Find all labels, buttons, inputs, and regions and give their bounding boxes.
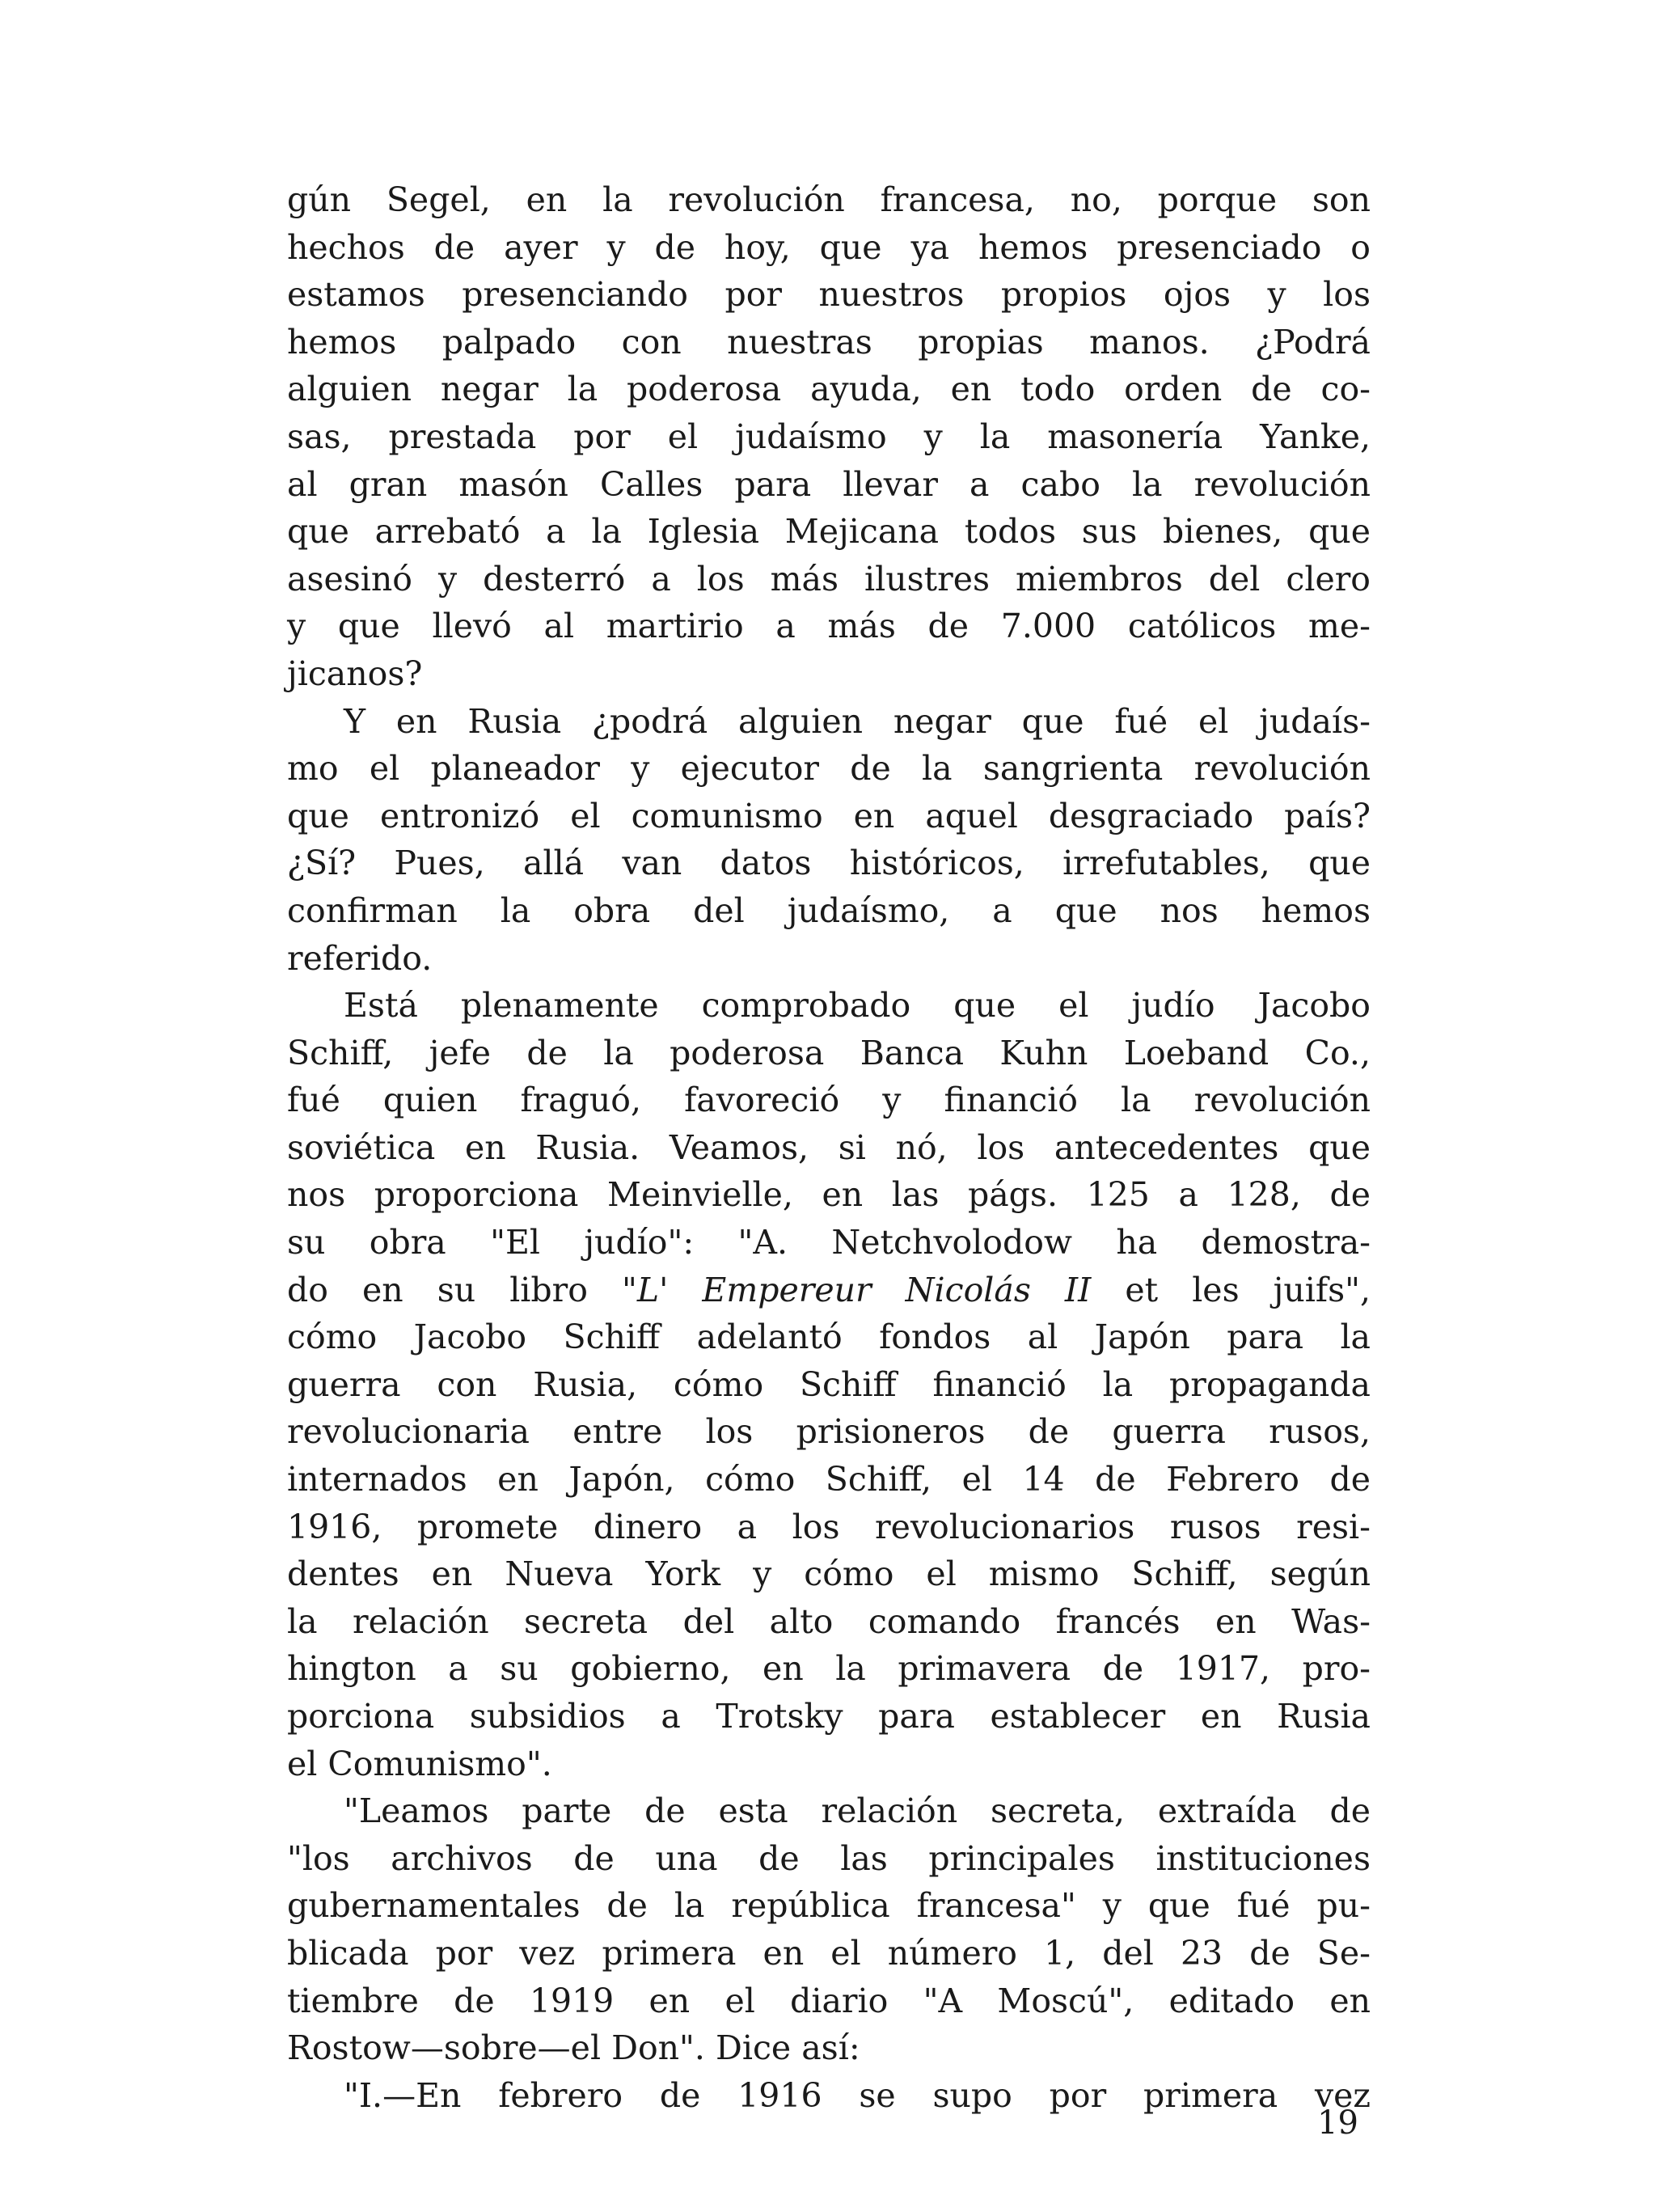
text-line: que entronizó el comunismo en aquel desgraciado país? [287, 796, 1371, 835]
italic-title: "L' Empereur Nicolás II [622, 1270, 1092, 1309]
text-line: hington a su gobierno, en la primavera de 1917, pro- [287, 1649, 1371, 1689]
text-line: hechos de ayer y de hoy, que ya hemos presenciado o [287, 227, 1371, 267]
text-segment: et les juifs", [1125, 1270, 1371, 1309]
text-segment: do en su libro [287, 1270, 588, 1309]
text-line: gún Segel, en la revolución francesa, no, porque son [287, 180, 1371, 219]
text-line: sas, prestada por el judaísmo y la masonería Yanke, [287, 417, 1371, 456]
text-line: el Comunismo". [287, 1744, 552, 1783]
text-line: hemos palpado con nuestras propias manos. ¿Podrá [287, 322, 1371, 362]
page-number: 19 [1317, 2104, 1358, 2142]
text-line: su obra "El judío": "A. Netchvolodow ha demostra- [287, 1223, 1371, 1262]
text-line: porciona subsidios a Trotsky para establecer en Rusia [287, 1697, 1371, 1736]
text-line: estamos presenciando por nuestros propios ojos y los [287, 275, 1371, 315]
text-line: jicanos? [287, 653, 423, 693]
text-line: mo el planeador y ejecutor de la sangrienta revolución [287, 749, 1371, 789]
text-line: cómo Jacobo Schiff adelantó fondos al Japón para la [287, 1317, 1371, 1357]
text-line: "los archivos de una de las principales instituciones [287, 1838, 1371, 1878]
text-line: "Leamos parte de esta relación secreta, extraída de [344, 1791, 1371, 1831]
text-line: soviética en Rusia. Veamos, si nó, los antecedentes que [287, 1127, 1371, 1167]
text-line: Y en Rusia ¿podrá alguien negar que fué el judaís- [344, 701, 1371, 741]
text-line: ¿Sí? Pues, allá van datos históricos, irrefutables, que [287, 844, 1371, 883]
text-line: guerra con Rusia, cómo Schiff financió la propaganda [287, 1364, 1371, 1404]
text-line: tiembre de 1919 en el diario "A Moscú", editado en [287, 1981, 1371, 2020]
text-line: dentes en Nueva York y cómo el mismo Schiff, según [287, 1554, 1371, 1594]
text-line: Schiff, jefe de la poderosa Banca Kuhn Loeband Co., [287, 1033, 1371, 1072]
text-line: referido. [287, 938, 433, 978]
text-line: que arrebató a la Iglesia Mejicana todos sus bienes, que [287, 512, 1371, 552]
text-line: internados en Japón, cómo Schiff, el 14 de Febrero de [287, 1460, 1371, 1499]
text-line: confirman la obra del judaísmo, a que nos hemos [287, 890, 1371, 930]
body-text [287, 176, 1371, 2119]
text-line: blicada por vez primera en el número 1, del 23 de Se- [287, 1933, 1371, 1973]
text-line: fué quien fraguó, favoreció y financió la revolución [287, 1081, 1371, 1120]
text-line: Está plenamente comprobado que el judío Jacobo [344, 986, 1371, 1026]
text-line: "I.—En febrero de 1916 se supo por primera vez [344, 2075, 1371, 2115]
text-line: Rostow—sobre—el Don". Dice así: [287, 2028, 860, 2068]
text-line: al gran masón Calles para llevar a cabo la revolución [287, 464, 1371, 504]
text-line: gubernamentales de la república francesa" y que fué pu- [287, 1886, 1371, 1926]
text-line: alguien negar la poderosa ayuda, en todo orden de co- [287, 370, 1371, 409]
text-line: revolucionaria entre los prisioneros de guerra rusos, [287, 1412, 1371, 1452]
text-line: nos proporciona Meinvielle, en las págs. 125 a 128, de [287, 1175, 1371, 1215]
text-line: la relación secreta del alto comando francés en Was- [287, 1601, 1371, 1641]
text-line: 1916, promete dinero a los revolucionarios rusos resi- [287, 1507, 1371, 1546]
text-line: asesinó y desterró a los más ilustres miembros del clero [287, 559, 1371, 598]
text-line [287, 1267, 1371, 1314]
text-line: y que llevó al martirio a más de 7.000 católicos me- [287, 607, 1371, 646]
